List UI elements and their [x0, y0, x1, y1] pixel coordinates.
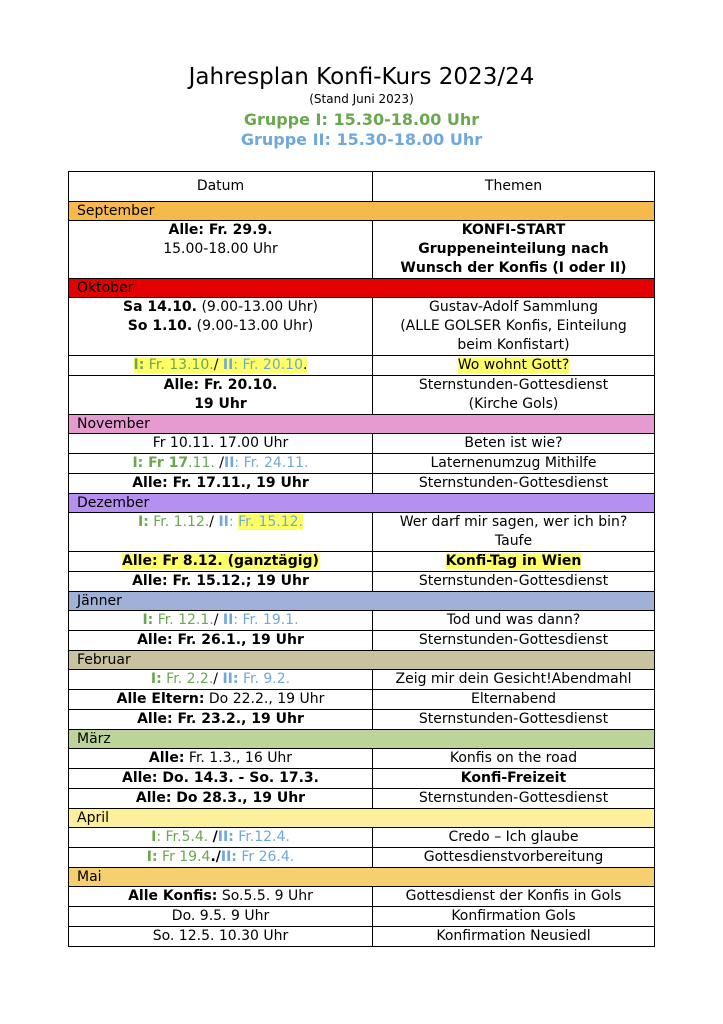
theme-bold: Gruppeneinteilung nach: [418, 241, 609, 257]
header-datum: Datum: [69, 172, 373, 202]
table-row: [69, 690, 655, 710]
theme-text: Konfirmation Neusiedl: [373, 927, 655, 947]
group-2-date: : Fr. 24.11.: [234, 455, 309, 471]
date-bold: Alle: Fr. 29.9.: [168, 222, 273, 238]
schedule-table: [68, 171, 655, 947]
month-november: November: [69, 415, 655, 434]
theme-text: Sternstunden-Gottesdienst: [373, 474, 655, 494]
theme-text: Taufe: [494, 533, 533, 549]
table-row: [69, 749, 655, 769]
gruppe-2-time: Gruppe II: 15.30-18.00 Uhr: [240, 130, 483, 149]
group-2-label: II:: [222, 671, 239, 687]
date-text: So.5.5. 9 Uhr: [217, 888, 313, 904]
date-bold: Alle: Fr. 17.11., 19 Uhr: [132, 475, 309, 491]
separator: /: [213, 671, 223, 687]
date-text: So. 12.5. 10.30 Uhr: [69, 927, 373, 947]
table-header-row: [69, 172, 655, 202]
date-bold: Alle Eltern:: [116, 691, 205, 707]
group-1-label: I:: [142, 612, 154, 628]
month-oktober: Oktober: [69, 279, 655, 298]
theme-text: Konfirmation Gols: [373, 907, 655, 927]
theme-text: Sternstunden-Gottesdienst: [373, 789, 655, 809]
header-themen: Themen: [373, 172, 655, 202]
theme-text: Laternenumzug Mithilfe: [373, 454, 655, 474]
month-september: September: [69, 202, 655, 221]
table-row: [69, 710, 655, 730]
theme-text: Wo wohnt Gott?: [457, 357, 570, 373]
group-2-date: : Fr. 19.1.: [233, 612, 299, 628]
date-bold: Alle: Fr. 20.10.: [163, 377, 278, 393]
month-jaenner: Jänner: [69, 592, 655, 611]
group-2-label: II: [218, 514, 229, 530]
group-1-date: .11.: [188, 455, 215, 471]
theme-text: Tod und was dann?: [373, 611, 655, 631]
separator: ./: [210, 849, 221, 865]
table-row: [69, 552, 655, 572]
group-1-label: I: [151, 829, 157, 845]
group-2-colon: :: [228, 514, 239, 530]
gruppe-1-time: Gruppe I: 15.30-18.00 Uhr: [243, 110, 480, 129]
theme-text: Gottesdienst der Konfis in Gols: [373, 887, 655, 907]
theme-text: Gustav-Adolf Sammlung: [428, 299, 599, 315]
date-bold: Alle: Fr. 15.12.; 19 Uhr: [132, 573, 309, 589]
date-text: (9.00-13.00 Uhr): [197, 299, 319, 315]
theme-bold: KONFI-START: [461, 222, 566, 238]
group-1-date: Fr 19.4: [157, 849, 211, 865]
date-bold: Alle Konfis:: [128, 888, 218, 904]
group-1-label: I:: [150, 671, 162, 687]
group-1-date: Fr. 2.2.: [161, 671, 214, 687]
table-row: [69, 572, 655, 592]
date-bold: Alle: Fr 8.12. (ganztägig): [122, 553, 319, 569]
table-row: [69, 887, 655, 907]
date-bold: So 1.10.: [127, 318, 193, 334]
table-row: [69, 670, 655, 690]
group-1-date: Fr. 12.1.: [153, 612, 214, 628]
theme-bold: Konfi-Tag in Wien: [445, 553, 582, 569]
theme-text: Elternabend: [373, 690, 655, 710]
month-mai: Mai: [69, 868, 655, 887]
date-text: 15.00-18.00 Uhr: [163, 241, 278, 257]
group-2-label: II: [222, 612, 234, 628]
date-text: Fr 10.11. 17.00 Uhr: [69, 434, 373, 454]
group-1-label: I:: [138, 514, 149, 530]
stand-date: (Stand Juni 2023): [309, 92, 414, 106]
month-april: April: [69, 809, 655, 828]
group-2-label: II: [222, 357, 234, 373]
date-bold: Alle: Do 28.3., 19 Uhr: [135, 790, 306, 806]
table-row: [69, 221, 655, 279]
theme-bold: Konfi-Freizeit: [460, 770, 567, 786]
theme-text: Sternstunden-Gottesdienst: [373, 631, 655, 651]
group-2-label: II: [223, 455, 235, 471]
theme-text: Sternstunden-Gottesdienst: [373, 710, 655, 730]
date-bold: Alle:: [148, 750, 185, 766]
theme-text: beim Konfistart): [457, 337, 570, 353]
date-text: Fr. 1.3., 16 Uhr: [184, 750, 293, 766]
theme-text: (ALLE GOLSER Konfis, Einteilung: [400, 318, 627, 334]
group-2-label: II:: [220, 849, 237, 865]
separator: /: [214, 455, 224, 471]
theme-text: Wer darf mir sagen, wer ich bin?: [399, 514, 628, 530]
table-row: [69, 298, 655, 356]
date-text: Do 22.2., 19 Uhr: [204, 691, 325, 707]
table-row: [69, 789, 655, 809]
table-row: [69, 848, 655, 868]
group-1-date: : Fr.5.4.: [156, 829, 213, 845]
table-row: [69, 769, 655, 789]
month-maerz: März: [69, 730, 655, 749]
table-row: [69, 434, 655, 454]
date-bold: 19 Uhr: [194, 396, 247, 412]
group-2-date: Fr. 9.2.: [238, 671, 291, 687]
date-bold: Alle: Do. 14.3. - So. 17.3.: [121, 770, 319, 786]
group-2-date: : Fr. 20.10: [233, 357, 303, 373]
separator: .: [303, 357, 308, 373]
table-row: [69, 454, 655, 474]
group-2-date: Fr.12.4.: [233, 829, 290, 845]
separator: /: [212, 829, 218, 845]
theme-text: (Kirche Gols): [468, 396, 559, 412]
table-row: [69, 907, 655, 927]
group-2-label: II:: [217, 829, 234, 845]
group-1-label: I: Fr 17: [132, 455, 189, 471]
page-title: Jahresplan Konfi-Kurs 2023/24: [188, 64, 535, 90]
table-row: [69, 927, 655, 947]
theme-text: Konfis on the road: [373, 749, 655, 769]
table-row: [69, 611, 655, 631]
date-bold: Sa 14.10.: [122, 299, 197, 315]
separator: /: [209, 514, 219, 530]
separator: /: [213, 612, 223, 628]
table-row: [69, 356, 655, 376]
table-row: [69, 376, 655, 415]
date-bold: Alle: Fr. 26.1., 19 Uhr: [137, 632, 304, 648]
table-row: [69, 513, 655, 552]
theme-text: Gottesdienstvorbereitung: [373, 848, 655, 868]
table-row: [69, 828, 655, 848]
date-bold: Alle: Fr. 23.2., 19 Uhr: [137, 711, 304, 727]
theme-text: Sternstunden-Gottesdienst: [373, 572, 655, 592]
month-februar: Februar: [69, 651, 655, 670]
separator: /: [213, 357, 223, 373]
date-text: (9.00-13.00 Uhr): [192, 318, 314, 334]
group-2-date: Fr 26.4.: [236, 849, 295, 865]
theme-bold: Wunsch der Konfis (I oder II): [400, 260, 627, 276]
group-1-label: I:: [133, 357, 145, 373]
group-1-date: Fr. 13.10.: [144, 357, 214, 373]
date-text: Do. 9.5. 9 Uhr: [69, 907, 373, 927]
month-dezember: Dezember: [69, 494, 655, 513]
theme-text: Credo – Ich glaube: [373, 828, 655, 848]
group-2-date: Fr. 15.12.: [238, 514, 303, 530]
group-1-date: Fr. 1.12.: [148, 514, 210, 530]
theme-text: Zeig mir dein Gesicht!Abendmahl: [373, 670, 655, 690]
theme-text: Beten ist wie?: [373, 434, 655, 454]
table-row: [69, 474, 655, 494]
group-1-label: I:: [146, 849, 158, 865]
theme-text: Sternstunden-Gottesdienst: [418, 377, 609, 393]
table-row: [69, 631, 655, 651]
